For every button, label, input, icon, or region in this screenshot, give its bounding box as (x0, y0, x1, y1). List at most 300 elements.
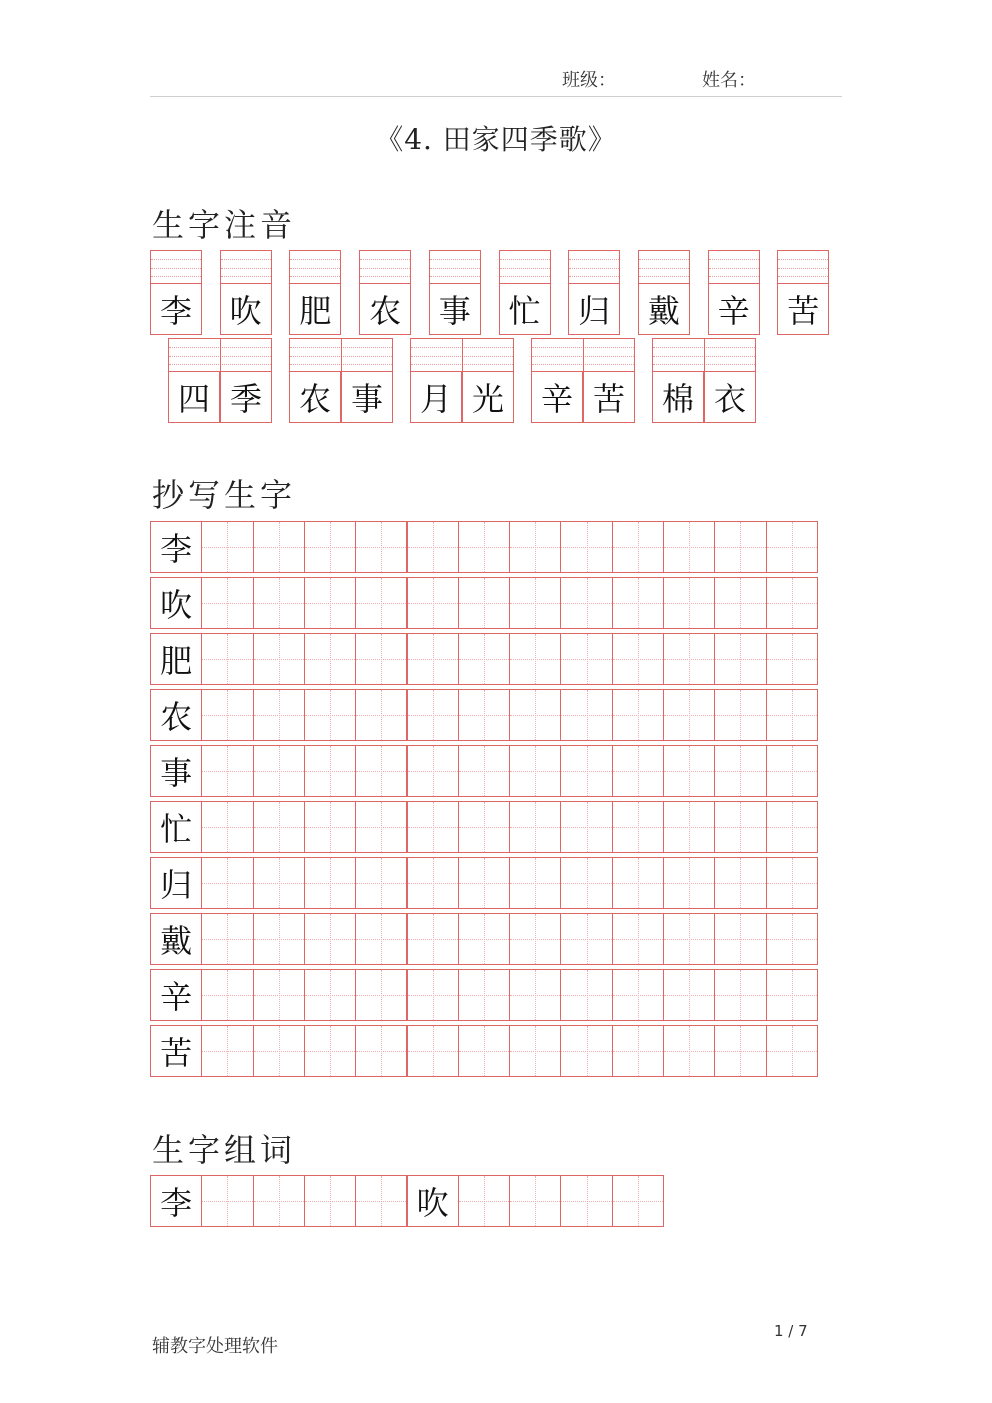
guide-line (356, 995, 406, 996)
practice-cell (509, 689, 561, 741)
guide-line (715, 659, 765, 660)
guide-line (613, 771, 663, 772)
guide-line (254, 995, 304, 996)
character-cell (568, 283, 620, 335)
guide-line (408, 603, 458, 604)
guide-line (202, 995, 252, 996)
practice-cell (407, 745, 459, 797)
practice-cell (253, 521, 305, 573)
practice-cell (304, 521, 356, 573)
guide-line (459, 827, 509, 828)
practice-cell (458, 969, 510, 1021)
word-character-cell (531, 371, 583, 423)
practice-cell (253, 801, 305, 853)
guide-line (459, 1051, 509, 1052)
pinyin-box (150, 250, 202, 284)
practice-cell (201, 521, 253, 573)
pinyin-box (410, 338, 514, 372)
guide-line (664, 659, 714, 660)
pinyin-box (499, 250, 551, 284)
practice-cell (663, 857, 715, 909)
word-character-cell (410, 371, 462, 423)
pinyin-guide (778, 259, 828, 260)
guide-line (767, 659, 817, 660)
guide-line (510, 603, 560, 604)
pinyin-box (289, 338, 393, 372)
pinyin-guide (151, 276, 201, 277)
name-label: 姓名： (702, 70, 756, 91)
model-character: 苦 (160, 1034, 193, 1072)
practice-cell (560, 633, 612, 685)
word-character-cell (583, 371, 635, 423)
practice-cell (355, 633, 407, 685)
practice-cell (509, 745, 561, 797)
practice-cell (612, 801, 664, 853)
pinyin-guide (151, 259, 201, 260)
model-character: 戴 (160, 922, 193, 960)
model-character-cell (150, 969, 202, 1021)
guide-line (561, 827, 611, 828)
pinyin-box (777, 250, 829, 284)
practice-cell (253, 1025, 305, 1077)
guide-line (664, 603, 714, 604)
character-text: 戴 (647, 292, 680, 330)
practice-cell (714, 969, 766, 1021)
guide-line (305, 939, 355, 940)
practice-cell (766, 577, 818, 629)
guide-line (613, 547, 663, 548)
model-character-cell (150, 857, 202, 909)
page-title: 《4. 田家四季歌》 (375, 123, 617, 156)
practice-cell (509, 633, 561, 685)
pinyin-guide (360, 259, 410, 260)
guide-line (202, 715, 252, 716)
guide-line (254, 603, 304, 604)
practice-cell (560, 1175, 612, 1227)
practice-cell (663, 913, 715, 965)
pinyin-box (429, 250, 481, 284)
guide-line (561, 771, 611, 772)
practice-cell (407, 913, 459, 965)
section-title-words: 生字组词 (152, 1131, 297, 1169)
pinyin-guide (778, 276, 828, 277)
pinyin-guide (430, 259, 480, 260)
pinyin-guide (569, 268, 619, 269)
pinyin-box (359, 250, 411, 284)
practice-cell (458, 1175, 510, 1227)
guide-line (459, 771, 509, 772)
pinyin-box (708, 250, 760, 284)
guide-line (305, 603, 355, 604)
practice-cell (766, 1025, 818, 1077)
guide-line (408, 995, 458, 996)
practice-cell (355, 577, 407, 629)
guide-line (767, 1051, 817, 1052)
practice-cell (509, 521, 561, 573)
word-character-text: 苦 (592, 380, 625, 418)
guide-line (664, 715, 714, 716)
practice-cell (766, 857, 818, 909)
practice-cell (509, 801, 561, 853)
pinyin-guide (500, 276, 550, 277)
guide-line (613, 995, 663, 996)
practice-cell (612, 745, 664, 797)
guide-line (356, 715, 406, 716)
practice-cell (304, 633, 356, 685)
practice-cell (355, 1025, 407, 1077)
guide-line (664, 1051, 714, 1052)
pinyin-guide (360, 268, 410, 269)
guide-line (613, 603, 663, 604)
practice-cell (663, 577, 715, 629)
guide-line (459, 547, 509, 548)
pinyin-guide (500, 259, 550, 260)
practice-cell (201, 969, 253, 1021)
practice-cell (407, 577, 459, 629)
guide-line (613, 883, 663, 884)
guide-line (767, 939, 817, 940)
pinyin-guide (290, 268, 340, 269)
model-character-cell (150, 1025, 202, 1077)
character-cell (289, 283, 341, 335)
guide-line (356, 939, 406, 940)
practice-cell (560, 857, 612, 909)
practice-cell (458, 521, 510, 573)
model-character: 事 (160, 754, 193, 792)
guide-line (715, 883, 765, 884)
guide-line (254, 883, 304, 884)
guide-line (356, 603, 406, 604)
practice-cell (253, 633, 305, 685)
practice-cell (560, 969, 612, 1021)
practice-cell (201, 689, 253, 741)
practice-cell (509, 577, 561, 629)
guide-line (613, 715, 663, 716)
practice-cell (458, 633, 510, 685)
practice-cell (560, 689, 612, 741)
pinyin-guide (221, 276, 271, 277)
practice-cell (560, 745, 612, 797)
practice-cell (612, 633, 664, 685)
practice-cell (201, 1175, 253, 1227)
practice-cell (253, 969, 305, 1021)
model-character-cell (150, 521, 202, 573)
guide-line (664, 771, 714, 772)
header-divider (150, 96, 842, 97)
character-cell (429, 283, 481, 335)
character-cell (359, 283, 411, 335)
guide-line (613, 1201, 663, 1202)
pinyin-guide (639, 276, 689, 277)
practice-cell (201, 857, 253, 909)
guide-line (408, 715, 458, 716)
practice-cell (407, 801, 459, 853)
practice-cell (663, 633, 715, 685)
practice-cell (612, 577, 664, 629)
guide-line (767, 883, 817, 884)
guide-line (664, 827, 714, 828)
guide-line (561, 715, 611, 716)
guide-line (305, 1201, 355, 1202)
practice-cell (304, 745, 356, 797)
character-text: 肥 (299, 292, 332, 330)
practice-cell (509, 969, 561, 1021)
practice-cell (714, 913, 766, 965)
model-character-cell (150, 633, 202, 685)
character-cell (499, 283, 551, 335)
practice-cell (304, 1175, 356, 1227)
pinyin-divider (583, 339, 584, 372)
guide-line (510, 715, 560, 716)
guide-line (613, 827, 663, 828)
class-label: 班级： (562, 70, 616, 91)
word-seed-cell (150, 1175, 202, 1227)
practice-cell (355, 1175, 407, 1227)
pinyin-box (289, 250, 341, 284)
guide-line (613, 1051, 663, 1052)
guide-line (305, 659, 355, 660)
pinyin-guide (360, 276, 410, 277)
practice-cell (458, 913, 510, 965)
guide-line (356, 659, 406, 660)
practice-cell (612, 1025, 664, 1077)
practice-cell (714, 521, 766, 573)
practice-cell (766, 969, 818, 1021)
guide-line (459, 939, 509, 940)
character-text: 吹 (229, 292, 262, 330)
guide-line (664, 995, 714, 996)
guide-line (305, 547, 355, 548)
word-seed-character: 李 (160, 1184, 193, 1222)
practice-cell (304, 857, 356, 909)
practice-cell (201, 633, 253, 685)
guide-line (767, 715, 817, 716)
practice-cell (201, 913, 253, 965)
guide-line (510, 827, 560, 828)
practice-cell (663, 689, 715, 741)
word-character-text: 衣 (713, 380, 746, 418)
word-character-text: 季 (229, 380, 262, 418)
model-character: 辛 (160, 978, 193, 1016)
practice-cell (714, 1025, 766, 1077)
character-text: 忙 (508, 292, 541, 330)
character-text: 苦 (787, 292, 820, 330)
guide-line (561, 659, 611, 660)
word-character-text: 事 (350, 380, 383, 418)
practice-cell (663, 969, 715, 1021)
footer-software: 辅教字处理软件 (152, 1336, 278, 1357)
pinyin-divider (220, 339, 221, 372)
character-text: 辛 (717, 292, 750, 330)
guide-line (510, 939, 560, 940)
guide-line (356, 827, 406, 828)
practice-cell (663, 521, 715, 573)
practice-cell (714, 577, 766, 629)
word-character-cell (341, 371, 393, 423)
guide-line (715, 939, 765, 940)
practice-cell (304, 913, 356, 965)
guide-line (202, 827, 252, 828)
guide-line (254, 1201, 304, 1202)
practice-cell (663, 745, 715, 797)
pinyin-guide (709, 276, 759, 277)
practice-cell (407, 633, 459, 685)
practice-cell (612, 913, 664, 965)
section-title-copy: 抄写生字 (152, 476, 297, 514)
character-text: 事 (438, 292, 471, 330)
practice-cell (560, 1025, 612, 1077)
model-character-cell (150, 801, 202, 853)
guide-line (305, 883, 355, 884)
practice-cell (458, 745, 510, 797)
word-character-text: 农 (298, 380, 331, 418)
guide-line (715, 771, 765, 772)
pinyin-divider (704, 339, 705, 372)
word-character-cell (652, 371, 704, 423)
guide-line (254, 939, 304, 940)
character-cell (777, 283, 829, 335)
practice-cell (355, 801, 407, 853)
guide-line (767, 827, 817, 828)
guide-line (459, 715, 509, 716)
guide-line (561, 1051, 611, 1052)
character-text: 李 (159, 292, 192, 330)
pinyin-guide (500, 268, 550, 269)
page-number: 1 / 7 (774, 1322, 808, 1340)
practice-cell (304, 969, 356, 1021)
practice-cell (407, 689, 459, 741)
guide-line (715, 1051, 765, 1052)
practice-cell (201, 1025, 253, 1077)
guide-line (561, 995, 611, 996)
practice-cell (253, 913, 305, 965)
practice-cell (458, 1025, 510, 1077)
guide-line (767, 771, 817, 772)
word-seed-character: 吹 (416, 1184, 449, 1222)
word-character-cell (168, 371, 220, 423)
practice-cell (253, 857, 305, 909)
word-character-text: 四 (177, 380, 210, 418)
guide-line (356, 883, 406, 884)
section-title-pinyin: 生字注音 (152, 206, 297, 244)
guide-line (408, 939, 458, 940)
practice-cell (663, 801, 715, 853)
practice-cell (714, 689, 766, 741)
guide-line (254, 771, 304, 772)
practice-cell (253, 745, 305, 797)
practice-cell (355, 969, 407, 1021)
character-cell (220, 283, 272, 335)
guide-line (715, 827, 765, 828)
character-cell (708, 283, 760, 335)
guide-line (202, 1051, 252, 1052)
pinyin-guide (569, 259, 619, 260)
word-character-text: 光 (471, 380, 504, 418)
model-character: 归 (160, 866, 193, 904)
practice-cell (458, 801, 510, 853)
guide-line (767, 995, 817, 996)
character-text: 归 (578, 292, 611, 330)
word-character-text: 月 (419, 380, 452, 418)
guide-line (664, 883, 714, 884)
word-character-cell (220, 371, 272, 423)
practice-cell (509, 1025, 561, 1077)
guide-line (408, 827, 458, 828)
practice-cell (560, 801, 612, 853)
practice-cell (612, 1175, 664, 1227)
guide-line (510, 883, 560, 884)
guide-line (715, 547, 765, 548)
guide-line (202, 883, 252, 884)
character-cell (150, 283, 202, 335)
guide-line (408, 547, 458, 548)
practice-cell (201, 745, 253, 797)
guide-line (254, 827, 304, 828)
guide-line (561, 1201, 611, 1202)
practice-cell (714, 857, 766, 909)
word-character-cell (704, 371, 756, 423)
guide-line (408, 1051, 458, 1052)
pinyin-divider (341, 339, 342, 372)
guide-line (715, 715, 765, 716)
practice-cell (663, 1025, 715, 1077)
practice-cell (509, 1175, 561, 1227)
guide-line (202, 771, 252, 772)
pinyin-box (652, 338, 756, 372)
practice-cell (407, 857, 459, 909)
guide-line (510, 547, 560, 548)
model-character: 忙 (160, 810, 193, 848)
practice-cell (304, 801, 356, 853)
practice-cell (253, 577, 305, 629)
pinyin-guide (290, 276, 340, 277)
practice-cell (714, 801, 766, 853)
practice-cell (458, 577, 510, 629)
guide-line (510, 1201, 560, 1202)
pinyin-guide (709, 268, 759, 269)
practice-cell (355, 689, 407, 741)
pinyin-guide (430, 276, 480, 277)
guide-line (356, 547, 406, 548)
guide-line (202, 547, 252, 548)
guide-line (459, 883, 509, 884)
practice-cell (612, 857, 664, 909)
guide-line (305, 995, 355, 996)
practice-cell (355, 521, 407, 573)
pinyin-box (531, 338, 635, 372)
practice-cell (201, 801, 253, 853)
guide-line (715, 995, 765, 996)
model-character-cell (150, 689, 202, 741)
guide-line (356, 1051, 406, 1052)
guide-line (305, 715, 355, 716)
guide-line (305, 771, 355, 772)
guide-line (510, 771, 560, 772)
practice-cell (201, 577, 253, 629)
practice-cell (253, 1175, 305, 1227)
model-character: 农 (160, 698, 193, 736)
guide-line (664, 939, 714, 940)
word-character-cell (289, 371, 341, 423)
practice-cell (304, 577, 356, 629)
guide-line (254, 659, 304, 660)
guide-line (254, 1051, 304, 1052)
guide-line (561, 883, 611, 884)
guide-line (202, 659, 252, 660)
guide-line (202, 1201, 252, 1202)
model-character-cell (150, 577, 202, 629)
pinyin-guide (709, 259, 759, 260)
